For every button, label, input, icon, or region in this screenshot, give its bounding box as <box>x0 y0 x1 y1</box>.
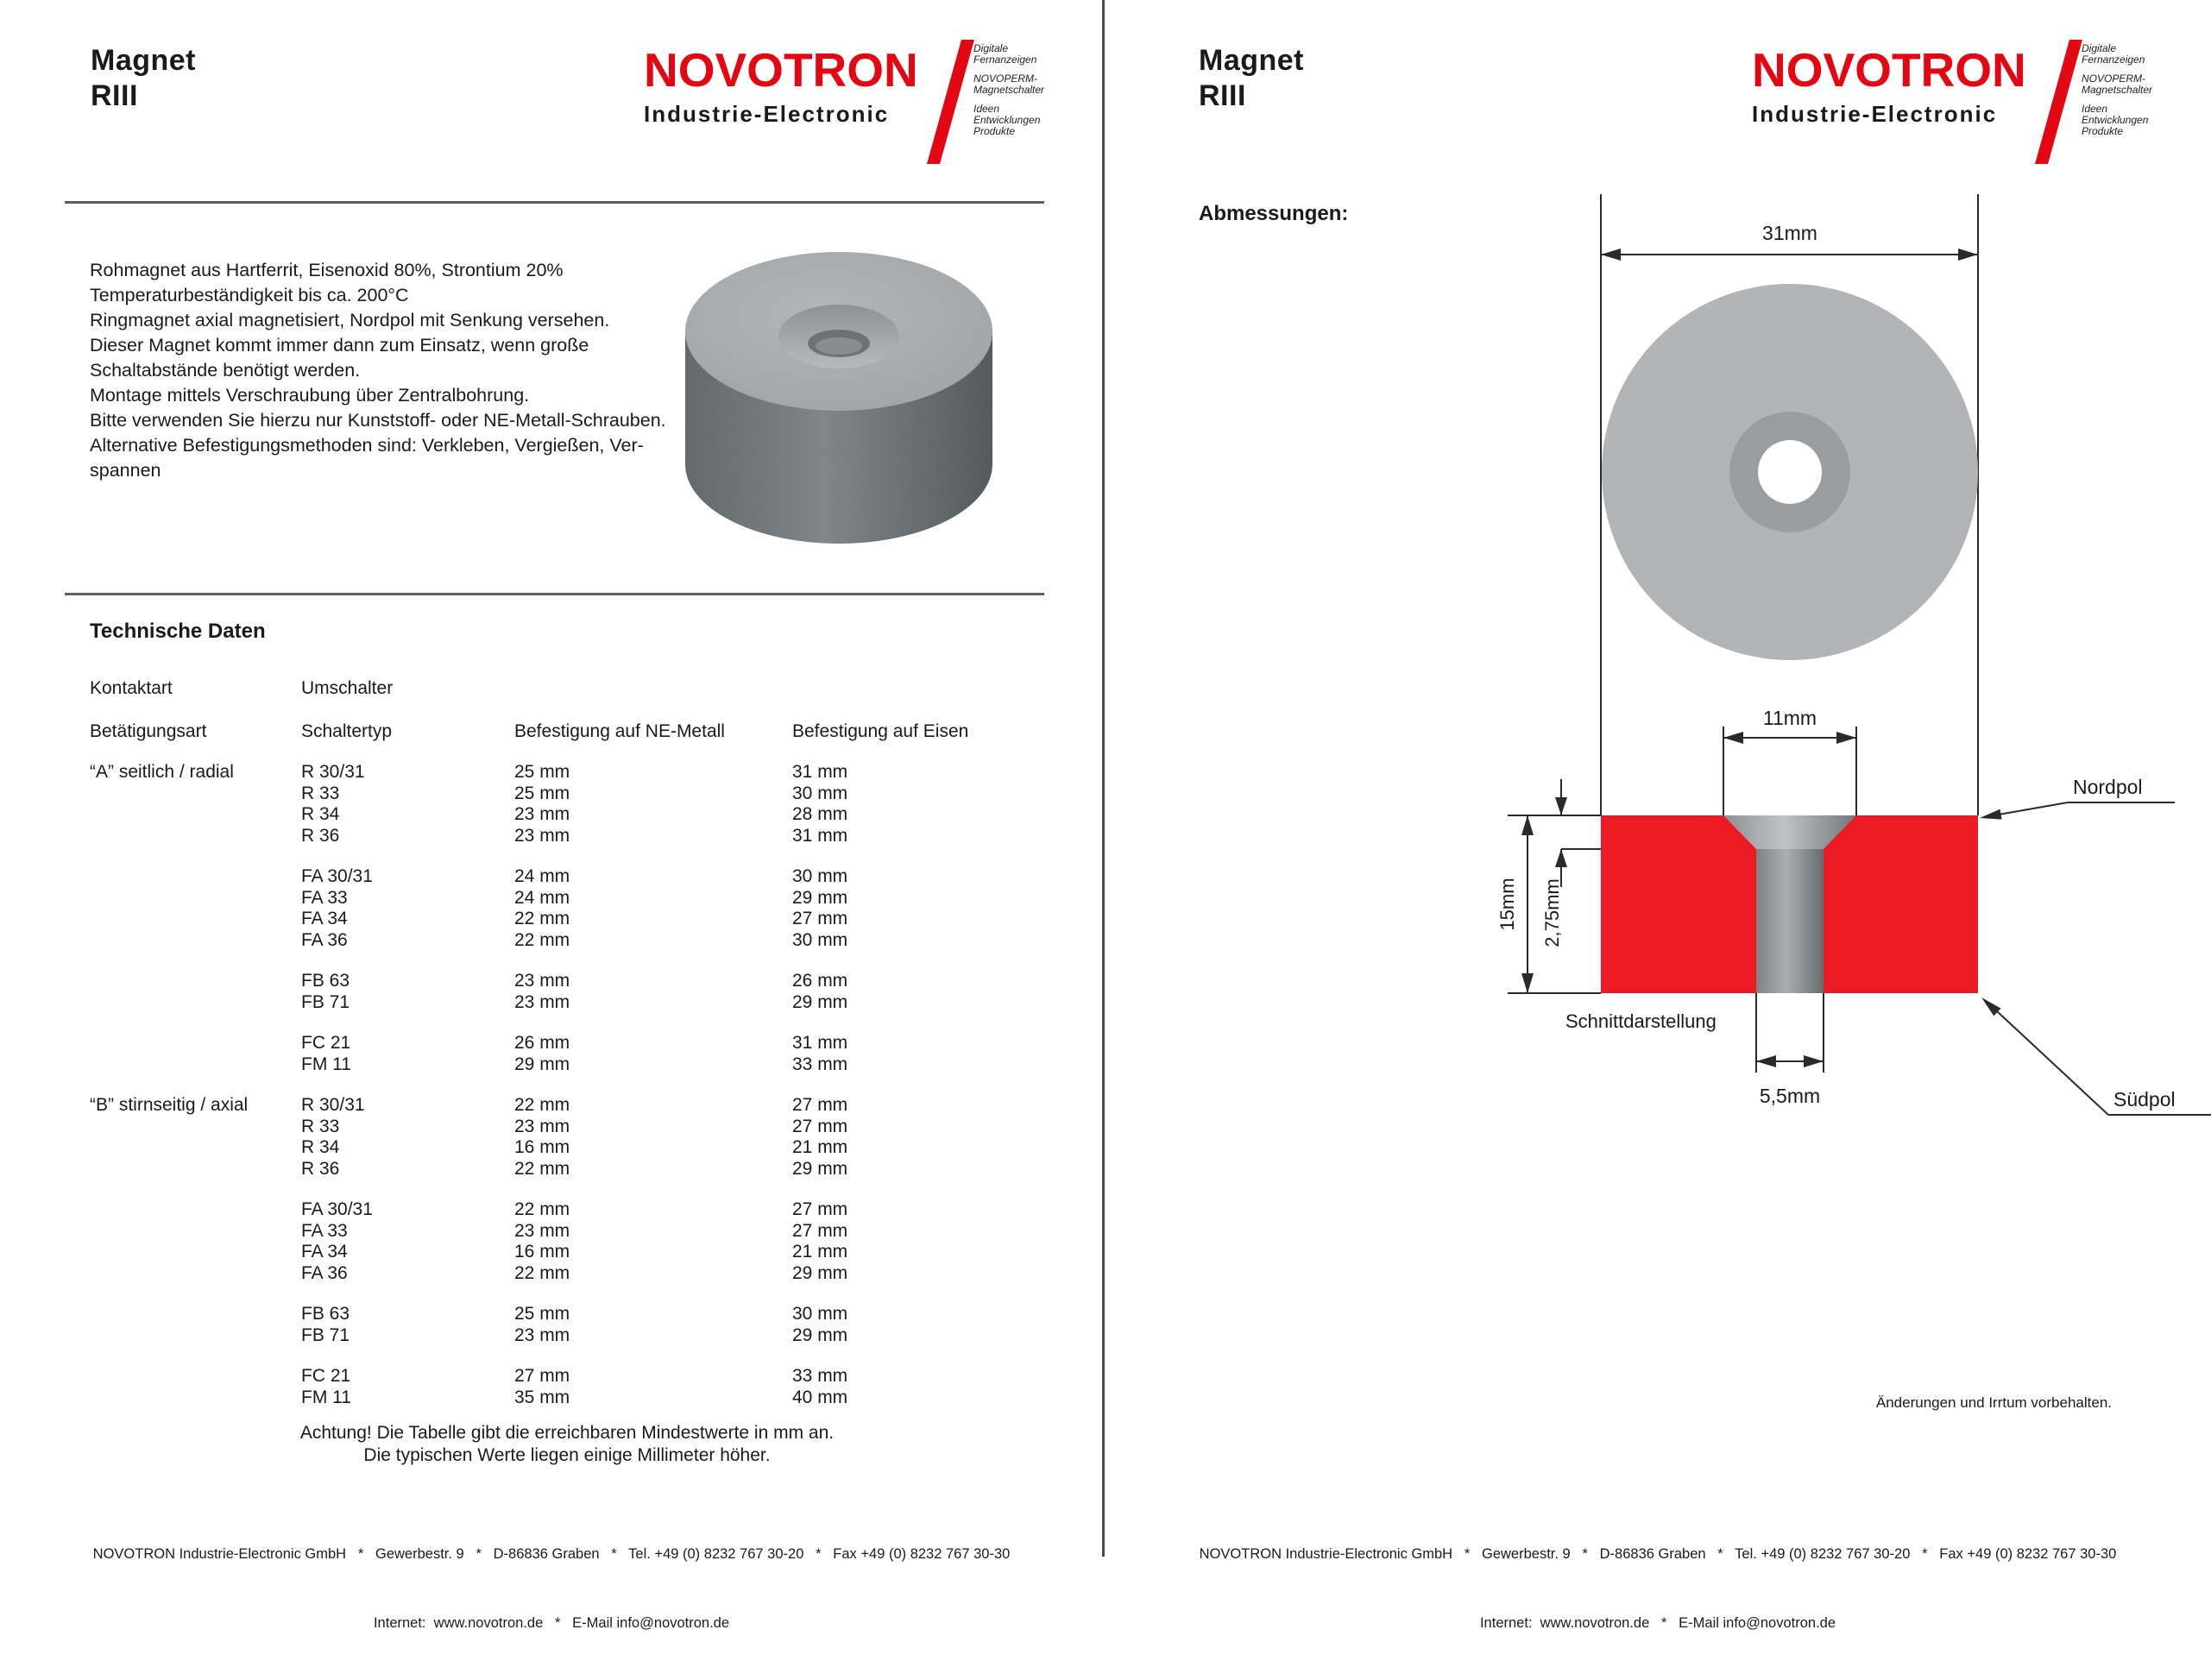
nordpol-label: Nordpol <box>2073 776 2143 798</box>
text-line: Fernanzeigen <box>973 53 1037 66</box>
text-line: NOVOPERM- <box>2082 72 2146 85</box>
table-cell: 29 mm <box>792 887 848 908</box>
text-line: Ringmagnet axial magnetisiert, Nordpol mit Senkung versehen. <box>90 310 610 330</box>
text-line: Fernanzeigen <box>2082 53 2145 66</box>
table-cell <box>90 971 301 992</box>
logo-tagline <box>2082 73 2202 96</box>
table-cell: 29 mm <box>792 1158 848 1179</box>
table-cell: R 34 <box>301 804 340 824</box>
logo-wordmark: NOVOTRON <box>1752 43 2026 97</box>
col-header-ne-metall: Befestigung auf NE-Metall <box>514 720 725 741</box>
table-cell <box>90 930 301 952</box>
note-line-2: Die typischen Werte liegen einige Millimeter höher. <box>363 1444 771 1465</box>
countersink-label: 11mm <box>1762 707 1817 729</box>
table-block <box>90 1095 1043 1180</box>
table-cell <box>90 783 301 805</box>
table-block <box>90 971 1043 1013</box>
table-row <box>90 826 1043 847</box>
table-row <box>90 1033 1043 1054</box>
table-cell <box>90 1366 301 1387</box>
table-row <box>90 783 1043 805</box>
text-line: NOVOPERM- <box>973 72 1038 85</box>
note-line-1: Achtung! Die Tabelle gibt die erreichbaren Mindestwerte in mm an. <box>299 1423 835 1443</box>
table-block <box>90 1304 1043 1346</box>
table-cell: FB 63 <box>301 971 350 991</box>
table-row <box>90 1325 1043 1347</box>
table-row <box>90 1221 1043 1243</box>
table-cell: 22 mm <box>514 909 570 928</box>
page-title <box>1199 43 1304 114</box>
page-title <box>91 43 196 114</box>
text-line: Ideen <box>2082 103 2108 115</box>
text-line: Digitale <box>2082 42 2117 54</box>
changes-note: Änderungen und Irrtum vorbehalten. <box>1875 1394 2112 1411</box>
table-cell: FB 71 <box>301 1324 350 1345</box>
table-cell <box>90 1304 301 1325</box>
section-bore <box>1756 849 1824 993</box>
table-cell: FA 30/31 <box>301 866 373 886</box>
table-cell <box>90 1325 301 1347</box>
table-cell: R 34 <box>301 1137 340 1157</box>
table-cell: 23 mm <box>514 825 570 846</box>
magnet-photo <box>673 242 1005 552</box>
table-cell: FA 34 <box>301 909 348 928</box>
table-cell <box>90 1137 301 1159</box>
table-cell: 25 mm <box>514 762 570 782</box>
table-cell: R 33 <box>301 1116 340 1136</box>
section-rule <box>65 593 1044 595</box>
table-block <box>90 1366 1043 1408</box>
table-cell: 31 mm <box>792 1033 848 1053</box>
page-divider <box>1102 0 1105 1557</box>
table-cell <box>90 1054 301 1076</box>
table-cell: 26 mm <box>792 971 848 991</box>
text-line: Magnet <box>1199 44 1304 77</box>
table-block <box>90 762 1043 846</box>
table-cell: 27 mm <box>792 1220 848 1241</box>
table-row <box>90 1242 1043 1263</box>
table-cell: 26 mm <box>514 1033 570 1053</box>
table-cell: “B” stirnseitig / axial <box>90 1095 249 1115</box>
table-cell: 31 mm <box>792 825 848 846</box>
text-line: RIII <box>1199 79 1246 112</box>
kontaktart-value: Umschalter <box>301 678 394 698</box>
table-row <box>90 1117 1043 1138</box>
table-cell: 30 mm <box>792 929 848 950</box>
table-cell: FA 36 <box>301 1262 348 1283</box>
logo-wordmark: NOVOTRON <box>644 43 918 97</box>
table-cell: FM 11 <box>301 1054 351 1074</box>
table-row <box>90 992 1043 1014</box>
logo-tagline <box>2082 104 2202 137</box>
table-cell: 22 mm <box>514 1095 570 1115</box>
table-row <box>90 1137 1043 1159</box>
text-line: Magnetschalter <box>973 84 1045 96</box>
logo-tagline <box>973 43 1094 66</box>
table-cell: “A” seitlich / radial <box>90 762 234 782</box>
table-cell: 23 mm <box>514 1220 570 1241</box>
text-line: Bitte verwenden Sie hierzu nur Kunststoff- oder NE-Metall-Schrauben. <box>90 410 666 431</box>
table-header-row <box>90 721 1043 743</box>
table-cell: R 30/31 <box>301 1095 365 1115</box>
table-cell: 29 mm <box>514 1054 570 1074</box>
text-line: Alternative Befestigungsmethoden sind: Verkleben, Vergießen, Ver- <box>90 435 644 456</box>
table-cell: 29 mm <box>792 1262 848 1283</box>
table-cell <box>90 1159 301 1180</box>
table-cell: 29 mm <box>792 1324 848 1345</box>
text-line: RIII <box>91 79 138 112</box>
logo-subtitle: Industrie-Electronic <box>1752 101 1998 127</box>
table-cell: 25 mm <box>514 783 570 803</box>
table-cell: 27 mm <box>792 1095 848 1115</box>
table-block <box>90 1033 1043 1075</box>
logo-subtitle: Industrie-Electronic <box>644 101 890 127</box>
text-line: Schaltabstände benötigt werden. <box>90 360 361 381</box>
suedpol-label: Südpol <box>2113 1088 2176 1111</box>
table-cell: 23 mm <box>514 971 570 991</box>
bore-label: 5,5mm <box>1759 1085 1821 1107</box>
table-row <box>90 804 1043 826</box>
text-line: Produkte <box>2082 125 2124 137</box>
col-header-schaltertyp: Schaltertyp <box>301 720 393 741</box>
tech-data-heading: Technische Daten <box>90 620 266 643</box>
table-cell <box>90 1221 301 1243</box>
table-cell: R 36 <box>301 1158 340 1179</box>
table-cell: R 30/31 <box>301 762 365 782</box>
table-cell: 23 mm <box>514 1116 570 1136</box>
nordpol-leader <box>1999 802 2068 815</box>
table-cell: 16 mm <box>514 1137 570 1157</box>
table-row <box>90 1054 1043 1076</box>
table-cell: 30 mm <box>792 866 848 886</box>
table-cell: 22 mm <box>514 1262 570 1283</box>
table-body <box>90 762 1043 1408</box>
table-cell: FA 33 <box>301 887 348 908</box>
table-row <box>90 971 1043 992</box>
page-footer <box>0 1497 1103 1680</box>
logo-taglines <box>2082 43 2202 145</box>
table-cell: FM 11 <box>301 1387 351 1407</box>
table-cell: FA 36 <box>301 929 348 950</box>
novotron-logo <box>1752 42 2201 176</box>
table-cell: 33 mm <box>792 1366 848 1386</box>
page-2 <box>1106 0 2209 1631</box>
table-cell: 21 mm <box>792 1242 848 1262</box>
table-row <box>90 930 1043 952</box>
table-cell <box>90 1117 301 1138</box>
table-row <box>90 1263 1043 1285</box>
dimension-drawing <box>1469 173 2211 1139</box>
table-cell <box>90 1387 301 1409</box>
header-rule <box>65 201 1044 204</box>
table-cell: FB 71 <box>301 991 350 1012</box>
kontaktart-row <box>90 678 1043 700</box>
table-cell <box>90 909 301 930</box>
table-cell: 23 mm <box>514 991 570 1012</box>
table-cell <box>90 826 301 847</box>
text-line: Magnet <box>91 44 196 77</box>
table-cell <box>90 804 301 826</box>
logo-slash-icon <box>2035 40 2082 164</box>
table-cell <box>90 866 301 888</box>
table-cell: FC 21 <box>301 1033 351 1053</box>
table-block <box>90 1199 1043 1284</box>
table-block <box>90 866 1043 951</box>
col-header-betaetigungsart: Betätigungsart <box>90 720 207 741</box>
table-note <box>90 1422 1044 1466</box>
table-cell: FC 21 <box>301 1366 351 1386</box>
table-cell <box>90 1242 301 1263</box>
text-line: Temperaturbeständigkeit bis ca. 200°C <box>90 285 409 305</box>
table-cell: R 36 <box>301 825 340 846</box>
text-line: spannen <box>90 460 161 481</box>
table-cell: FA 34 <box>301 1242 348 1262</box>
diameter-label: 31mm <box>1762 222 1817 244</box>
height-label: 15mm <box>1496 878 1518 931</box>
table-cell: 40 mm <box>792 1387 848 1407</box>
table-cell: 27 mm <box>514 1366 570 1386</box>
table-cell <box>90 1199 301 1221</box>
table-cell: 29 mm <box>792 991 848 1012</box>
table-row <box>90 909 1043 930</box>
text-line: Dieser Magnet kommt immer dann zum Einsatz, wenn große <box>90 335 589 356</box>
col-header-eisen: Befestigung auf Eisen <box>792 720 969 741</box>
table-cell: 30 mm <box>792 783 848 803</box>
countersink-depth-label: 2,75mm <box>1541 878 1563 947</box>
text-line: Magnetschalter <box>2082 84 2153 96</box>
suedpol-leader <box>1997 1011 2108 1115</box>
logo-slash-icon <box>927 40 974 164</box>
footer-address-line: NOVOTRON Industrie-Electronic GmbH * Gewerbestr. 9 * D-86836 Graben * Tel. +49 (0) 8232 767 30-20 * Fax +49 (0) 8232 767 30-30 <box>1199 1546 2117 1562</box>
table-cell: 27 mm <box>792 1199 848 1219</box>
footer-contact-line: Internet: www.novotron.de * E-Mail info@novotron.de <box>1479 1614 1836 1631</box>
table-cell <box>90 1263 301 1285</box>
table-cell: FB 63 <box>301 1304 350 1324</box>
table-cell: 23 mm <box>514 804 570 824</box>
text-line: Montage mittels Verschraubung über Zentralbohrung. <box>90 385 530 406</box>
table-cell: 35 mm <box>514 1387 570 1407</box>
table-cell: 23 mm <box>514 1324 570 1345</box>
bore-hole <box>1758 440 1822 504</box>
table-cell <box>90 888 301 909</box>
section-label: Schnittdarstellung <box>1565 1010 1717 1032</box>
table-row <box>90 1095 1043 1117</box>
table-row <box>90 1199 1043 1221</box>
table-row <box>90 1366 1043 1387</box>
text-line: Produkte <box>973 125 1016 137</box>
table-cell: 27 mm <box>792 909 848 928</box>
text-line: Entwicklungen <box>2082 114 2149 126</box>
logo-tagline <box>973 104 1094 137</box>
logo-tagline <box>2082 43 2202 66</box>
page-1 <box>0 0 1103 1631</box>
table-cell: 31 mm <box>792 762 848 782</box>
footer-contact-line: Internet: www.novotron.de * E-Mail info@novotron.de <box>373 1614 730 1631</box>
tech-data-table <box>90 678 1043 1428</box>
table-cell: FA 33 <box>301 1220 348 1241</box>
logo-tagline <box>973 73 1094 96</box>
footer-address-line: NOVOTRON Industrie-Electronic GmbH * Gewerbestr. 9 * D-86836 Graben * Tel. +49 (0) 8232 767 30-20 * Fax +49 (0) 8232 767 30-30 <box>92 1546 1011 1562</box>
table-row <box>90 762 1043 783</box>
logo-taglines <box>973 43 1094 145</box>
table-cell: 27 mm <box>792 1116 848 1136</box>
text-line: Ideen <box>973 103 1000 115</box>
kontaktart-label: Kontaktart <box>90 678 173 698</box>
table-cell: FA 30/31 <box>301 1199 373 1219</box>
table-cell: 22 mm <box>514 929 570 950</box>
page-footer <box>1106 1497 2209 1680</box>
table-cell: 24 mm <box>514 866 570 886</box>
table-row <box>90 1304 1043 1325</box>
table-cell: R 33 <box>301 783 340 803</box>
table-cell: 28 mm <box>792 804 848 824</box>
table-row <box>90 888 1043 909</box>
product-description <box>90 258 666 483</box>
table-cell: 16 mm <box>514 1242 570 1262</box>
text-line: Entwicklungen <box>973 114 1041 126</box>
table-cell: 22 mm <box>514 1158 570 1179</box>
text-line: Rohmagnet aus Hartferrit, Eisenoxid 80%, Strontium 20% <box>90 260 564 280</box>
table-cell <box>90 992 301 1014</box>
abmessungen-heading: Abmessungen: <box>1199 202 1349 225</box>
table-cell: 30 mm <box>792 1304 848 1324</box>
table-cell: 33 mm <box>792 1054 848 1074</box>
table-cell: 22 mm <box>514 1199 570 1219</box>
table-cell <box>90 1033 301 1054</box>
table-cell: 21 mm <box>792 1137 848 1157</box>
text-line: Digitale <box>973 42 1009 54</box>
novotron-logo <box>644 42 1093 176</box>
table-cell: 24 mm <box>514 887 570 908</box>
table-cell: 25 mm <box>514 1304 570 1324</box>
table-row <box>90 866 1043 888</box>
table-row <box>90 1387 1043 1409</box>
table-row <box>90 1159 1043 1180</box>
